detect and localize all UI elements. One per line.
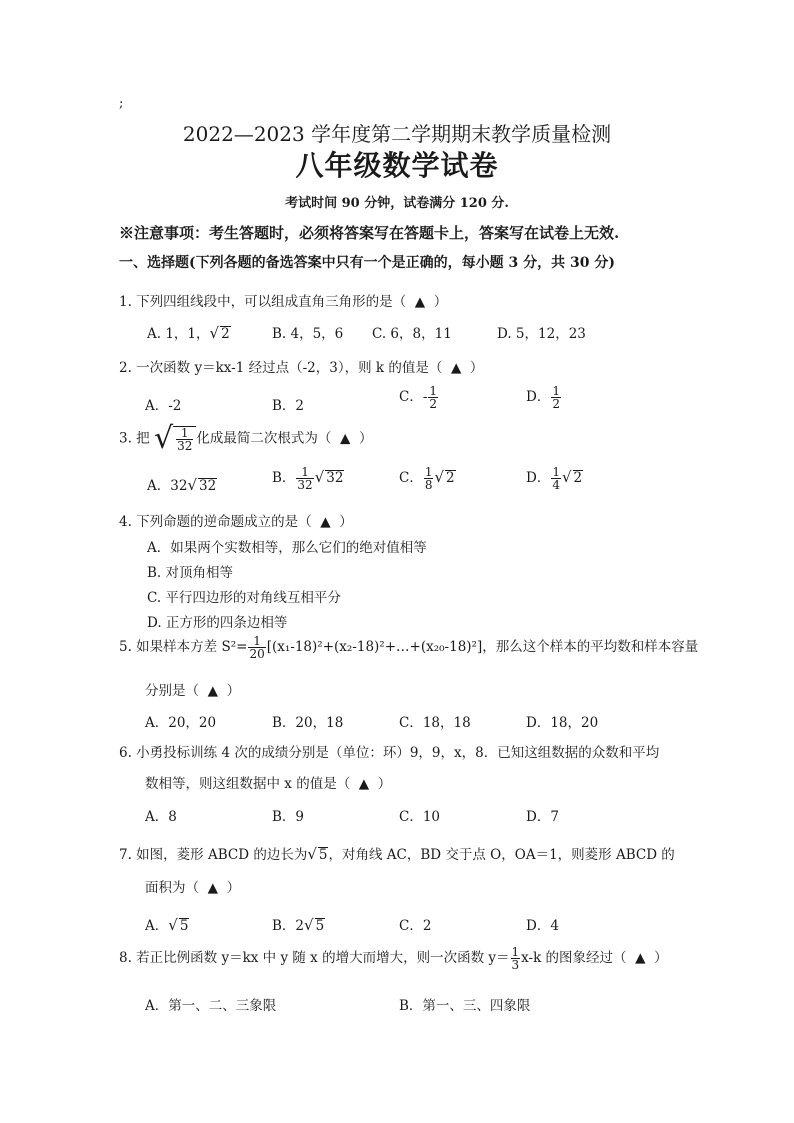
notice: ※注意事项：考生答题时，必须将答案写在答题卡上，答案写在试卷上无效. [119,224,620,242]
answer-mark: ▲ [207,880,218,896]
question-5-line2: 分别是（ ▲ ） [145,683,241,699]
answer-mark: ▲ [358,776,370,792]
exam-title: 八年级数学试卷 [295,149,499,182]
q1-option-b: B. 4，5，6 [272,326,344,342]
q3-option-c: C． $\frac{1}{8}$ √ 2 [399,465,455,492]
q2-option-d: D． $\frac{1}{2}$ [526,384,560,411]
question-4-stem: 4. 下列命题的逆命题成立的是（ ▲ ） [119,514,353,530]
q1-option-a: A. 1，1，√ 2 [147,324,230,342]
question-1-stem: 1. 下列四组线段中，可以组成直角三角形的是（ ▲ ） [119,294,448,310]
q1-option-c: C. 6，8，11 [372,326,452,342]
q8-option-b: B．第一、三、四象限 [399,998,531,1014]
question-7-line1: 7. 如图，菱形 ABCD 的边长为√ 5，对角线 AC，BD 交于点 O，OA＝1，则菱形 ABCD 的 [119,845,675,863]
question-7-line2: 面积为（ ▲ ） [145,880,241,896]
q4-option-d: D. 正方形的四条边相等 [147,615,288,631]
exam-subtitle: 2022—2023 学年度第二学期期末教学质量检测 [182,122,612,146]
q5-option-c: C．18，18 [399,715,471,731]
q3-option-a: A．32√ 32 [147,476,217,494]
question-5-stem: 5. 如果样本方差 S²= $\frac{1}{20}$ [(x₁-18)²+(x₂-18)²+…+(x₂₀-18)²]，那么这个样本的平均数和样本容量 [119,634,699,661]
answer-mark: ▲ [414,294,426,310]
answer-mark: ▲ [450,360,462,376]
q6-option-a: A．8 [145,809,177,825]
q3-option-d: D． $\frac{1}{4}$ √ 2 [526,465,583,492]
q7-option-c: C．2 [399,918,432,934]
q4-option-b: B. 对顶角相等 [147,565,234,581]
q1-option-d: D. 5，12，23 [497,326,586,342]
question-3-stem: 3. 把 √ $\frac{1}{32}$ 化成最简二次根式为（ ▲ ） [119,421,373,456]
q7-option-d: D．4 [526,918,559,934]
exam-info: 考试时间 90 分钟，试卷满分 120 分. [285,196,509,211]
section-heading: 一、选择题(下列各题的备选答案中只有一个是正确的，每小题 3 分，共 30 分) [119,255,615,271]
q3-option-b: B． $\frac{1}{32}$ √ 32 [272,465,344,492]
answer-mark: ▲ [339,430,351,447]
answer-mark: ▲ [320,514,331,530]
q2-option-c: C．- $\frac{1}{2}$ [399,384,438,411]
q6-option-d: D．7 [526,809,559,825]
q4-option-c: C. 平行四边形的对角线互相平分 [147,590,341,606]
q6-option-c: C．10 [399,809,441,825]
q4-option-a: A．如果两个实数相等，那么它们的绝对值相等 [147,540,427,556]
question-2-stem: 2. 一次函数 y＝kx-1 经过点（-2，3），则 k 的值是（ ▲ ） [119,360,484,376]
q2-option-a: A．-2 [145,398,182,414]
q2-option-b: B．2 [272,398,305,414]
stray-mark: ; [119,96,124,111]
q8-option-a: A．第一、二、三象限 [145,998,277,1014]
answer-mark: ▲ [635,950,646,966]
question-6-line2: 数相等，则这组数据中 x 的值是（ ▲ ） [145,776,392,792]
q7-option-a: A．√ 5 [145,916,189,934]
q5-option-a: A．20，20 [145,715,217,731]
question-6-line1: 6. 小勇投标训练 4 次的成绩分别是（单位：环）9，9，x，8．已知这组数据的众数和平均 [119,745,660,761]
q7-option-b: B．2√ 5 [272,916,325,934]
q5-option-b: B．20，18 [272,715,344,731]
question-8-stem: 8. 若正比例函数 y＝kx 中 y 随 x 的增大而增大，则一次函数 y＝ $\frac{1}{3}$ x-k 的图象经过（ ▲ ） [119,945,668,972]
q5-option-d: D．18，20 [526,715,599,731]
q6-option-b: B．9 [272,809,305,825]
answer-mark: ▲ [207,683,218,699]
